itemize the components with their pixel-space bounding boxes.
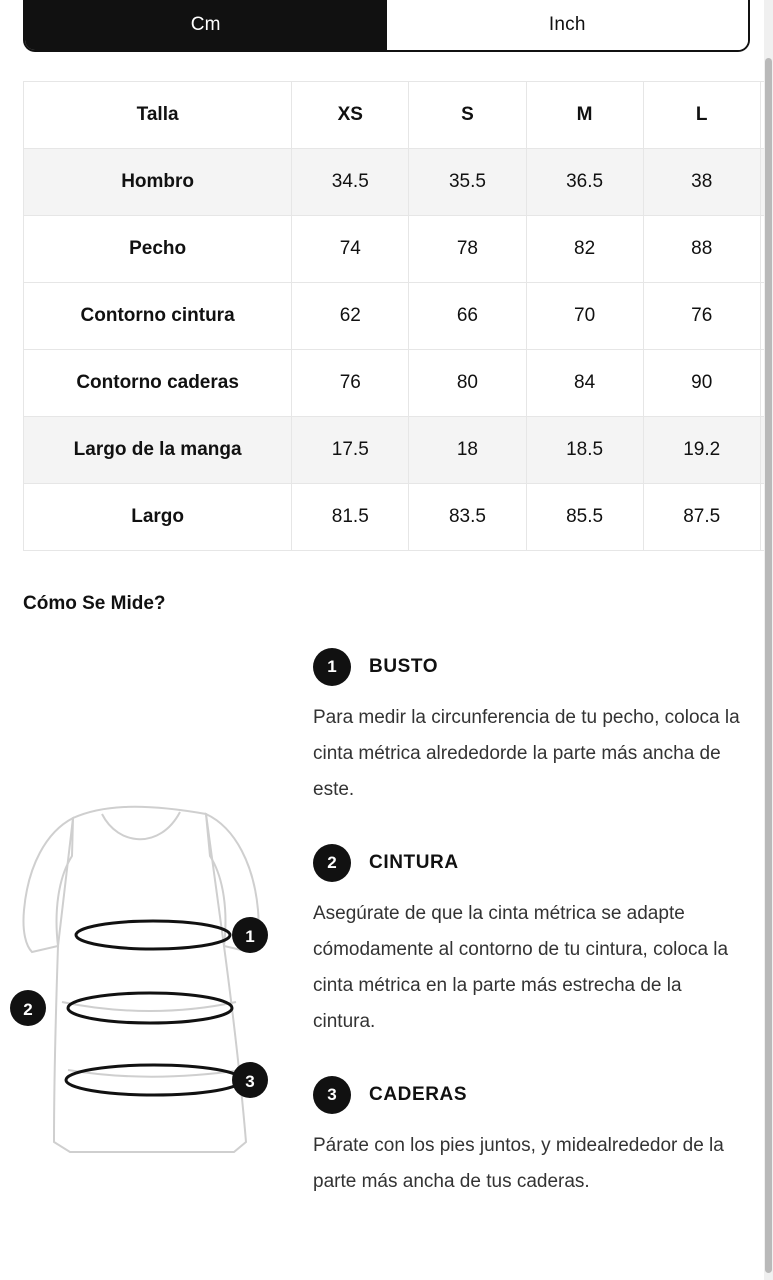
row-label-pecho: Pecho — [24, 216, 292, 283]
cell-manga-m: 18.5 — [526, 417, 643, 484]
svg-text:2: 2 — [23, 1000, 33, 1019]
figure-marker-1 — [232, 917, 268, 953]
page-scrollbar-track[interactable] — [764, 0, 773, 1280]
measure-step-header — [313, 1076, 753, 1114]
step-text-caderas: Párate con los pies juntos, y midealrededor de la parte más ancha de tus caderas. — [313, 1135, 724, 1192]
cell-pecho-s: 78 — [409, 216, 526, 283]
cell-cintura-m: 70 — [526, 283, 643, 350]
cell-pecho-m: 82 — [526, 216, 643, 283]
column-header-size: Talla — [24, 82, 292, 149]
unit-toggle — [23, 0, 750, 52]
table-row — [24, 149, 773, 216]
page-scrollbar-thumb[interactable] — [765, 58, 772, 1273]
step-number-badge-3: 3 — [313, 1076, 351, 1114]
step-title-caderas: CADERAS — [369, 1084, 468, 1105]
row-label-hombro: Hombro — [24, 149, 292, 216]
cell-manga-xs: 17.5 — [292, 417, 409, 484]
cell-cintura-l: 76 — [643, 283, 760, 350]
unit-tab-cm[interactable]: Cm — [25, 0, 387, 50]
dress-illustration-svg — [10, 770, 300, 1190]
step-title-cintura: CINTURA — [369, 852, 459, 873]
table-row — [24, 484, 773, 551]
cell-largo-s: 83.5 — [409, 484, 526, 551]
how-to-measure-title: Cómo Se Mide? — [23, 593, 166, 614]
cell-caderas-xs: 76 — [292, 350, 409, 417]
step-title-busto: BUSTO — [369, 656, 439, 677]
measure-step-busto — [313, 648, 753, 808]
svg-text:3: 3 — [245, 1072, 255, 1091]
step-text-busto: Para medir la circunferencia de tu pecho, coloca la cinta métrica alrededorde la parte más ancha de este. — [313, 707, 740, 800]
column-header-m: M — [526, 82, 643, 149]
measure-step-header — [313, 844, 753, 882]
measure-step-caderas — [313, 1076, 753, 1200]
row-label-largo-manga: Largo de la manga — [24, 417, 292, 484]
column-header-l: L — [643, 82, 760, 149]
cell-pecho-xs: 74 — [292, 216, 409, 283]
cell-largo-xs: 81.5 — [292, 484, 409, 551]
row-label-largo: Largo — [24, 484, 292, 551]
table-row — [24, 417, 773, 484]
cell-manga-s: 18 — [409, 417, 526, 484]
step-text-cintura: Asegúrate de que la cinta métrica se adapte cómodamente al contorno de tu cintura, coloca la cinta métrica en la parte más estrecha de la cintura. — [313, 903, 729, 1032]
cell-cintura-xs: 62 — [292, 283, 409, 350]
cell-hombro-l: 38 — [643, 149, 760, 216]
cell-hombro-s: 35.5 — [409, 149, 526, 216]
size-table — [23, 81, 773, 551]
cell-largo-l: 87.5 — [643, 484, 760, 551]
row-label-contorno-caderas: Contorno caderas — [24, 350, 292, 417]
cell-caderas-m: 84 — [526, 350, 643, 417]
table-row — [24, 283, 773, 350]
cell-cintura-s: 66 — [409, 283, 526, 350]
cell-caderas-s: 80 — [409, 350, 526, 417]
cell-largo-m: 85.5 — [526, 484, 643, 551]
row-label-contorno-cintura: Contorno cintura — [24, 283, 292, 350]
measure-step-header — [313, 648, 753, 686]
step-number-badge-1: 1 — [313, 648, 351, 686]
column-header-xs: XS — [292, 82, 409, 149]
how-to-measure-section — [0, 630, 760, 1270]
size-table-container[interactable] — [23, 81, 773, 551]
measure-steps-list — [313, 648, 753, 1236]
column-header-s: S — [409, 82, 526, 149]
cell-hombro-m: 36.5 — [526, 149, 643, 216]
cell-pecho-l: 88 — [643, 216, 760, 283]
unit-tab-inch[interactable]: Inch — [387, 0, 749, 50]
cell-caderas-l: 90 — [643, 350, 760, 417]
table-header-row — [24, 82, 773, 149]
dress-diagram — [10, 770, 300, 1190]
table-row — [24, 216, 773, 283]
measure-step-cintura — [313, 844, 753, 1040]
figure-marker-3 — [232, 1062, 268, 1098]
cell-hombro-xs: 34.5 — [292, 149, 409, 216]
cell-manga-l: 19.2 — [643, 417, 760, 484]
svg-text:1: 1 — [245, 927, 255, 946]
table-row — [24, 350, 773, 417]
figure-marker-2 — [10, 990, 46, 1026]
step-number-badge-2: 2 — [313, 844, 351, 882]
